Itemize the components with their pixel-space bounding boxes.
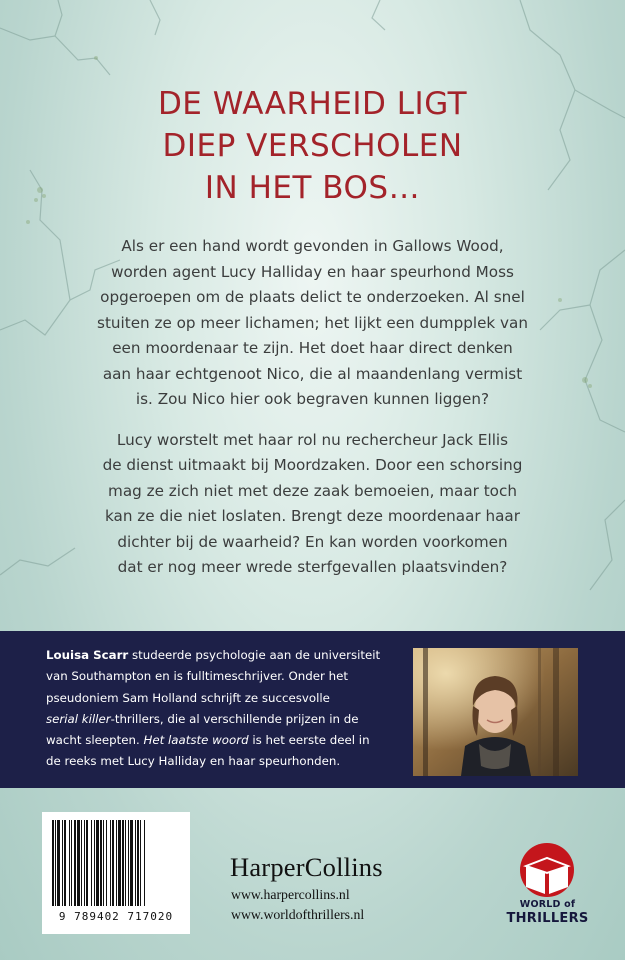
synopsis-line: een moordenaar te zijn. Het doet haar direct denken (112, 339, 513, 357)
bio-line: de reeks met Lucy Halliday en haar speurhonden. (46, 754, 341, 769)
bio-line (46, 645, 406, 666)
synopsis-line: opgeroepen om de plaats delict te onderzoeken. Al snel (100, 288, 525, 306)
bio-text: studeerde psychologie aan de universiteit (128, 648, 381, 662)
synopsis-line: Als er een hand wordt gevonden in Gallows Wood, (121, 237, 504, 255)
synopsis-line: Lucy worstelt met haar rol nu rechercheur Jack Ellis (116, 430, 509, 449)
isbn-number: 9 789402 717020 (58, 910, 174, 923)
publisher-name: HarperCollins (230, 852, 383, 882)
bio-line (46, 709, 406, 730)
synopsis-paragraph (0, 428, 625, 581)
tagline-line: IN HET BOS… (204, 170, 421, 206)
publisher-url: www.harpercollins.nl (231, 887, 350, 902)
synopsis-line: stuiten ze op meer lichamen; het lijkt een dumpplek van (97, 313, 528, 332)
bio-text: -thrillers, die al verschillende prijzen in de (110, 711, 359, 726)
barcode (42, 812, 190, 934)
bio-line (46, 730, 406, 751)
author-photo (413, 648, 578, 776)
synopsis-line: aan haar echtgenoot Nico, die al maandenlang vermist (102, 364, 523, 383)
synopsis-line: de dienst uitmaakt bij Moordzaken. Door een schorsing (102, 456, 523, 474)
tagline-line: DIEP VERSCHOLEN (162, 128, 463, 164)
author-name: Louisa Scarr (46, 648, 129, 662)
bio-text: is het eerste deel in (248, 733, 370, 748)
imprint-logo-line2: THRILLERS (506, 911, 589, 926)
synopsis (0, 234, 625, 596)
imprint-logo-line1: WORLD of (519, 899, 576, 910)
synopsis-line: worden agent Lucy Halliday en haar speurhond Moss (111, 262, 514, 281)
tagline (0, 83, 625, 209)
synopsis-line: mag ze zich niet met deze zaak bemoeien, maar toch (108, 481, 517, 500)
tagline-line: DE WAARHEID LIGT (157, 86, 468, 122)
synopsis-paragraph (0, 234, 625, 413)
synopsis-line: kan ze die niet loslaten. Brengt deze moordenaar haar (105, 507, 520, 525)
bio-line: van Southampton en is fulltimeschrijver. Onder het (46, 669, 348, 684)
imprint-url: www.worldofthrillers.nl (231, 907, 365, 922)
author-bio (46, 645, 406, 773)
bio-text: wacht sleepten. (46, 733, 144, 748)
synopsis-line: dichter bij de waarheid? En kan worden voorkomen (117, 532, 508, 551)
barcode-bars (50, 820, 182, 908)
synopsis-line: is. Zou Nico hier ook begraven kunnen liggen? (135, 390, 490, 408)
synopsis-line: dat er nog meer wrede sterfgevallen plaatsvinden? (117, 558, 508, 576)
book-title: Het laatste woord (143, 733, 249, 748)
bio-line: pseudoniem Sam Holland schrijft ze succesvolle (46, 690, 330, 705)
bio-italic: serial killer (46, 711, 111, 726)
